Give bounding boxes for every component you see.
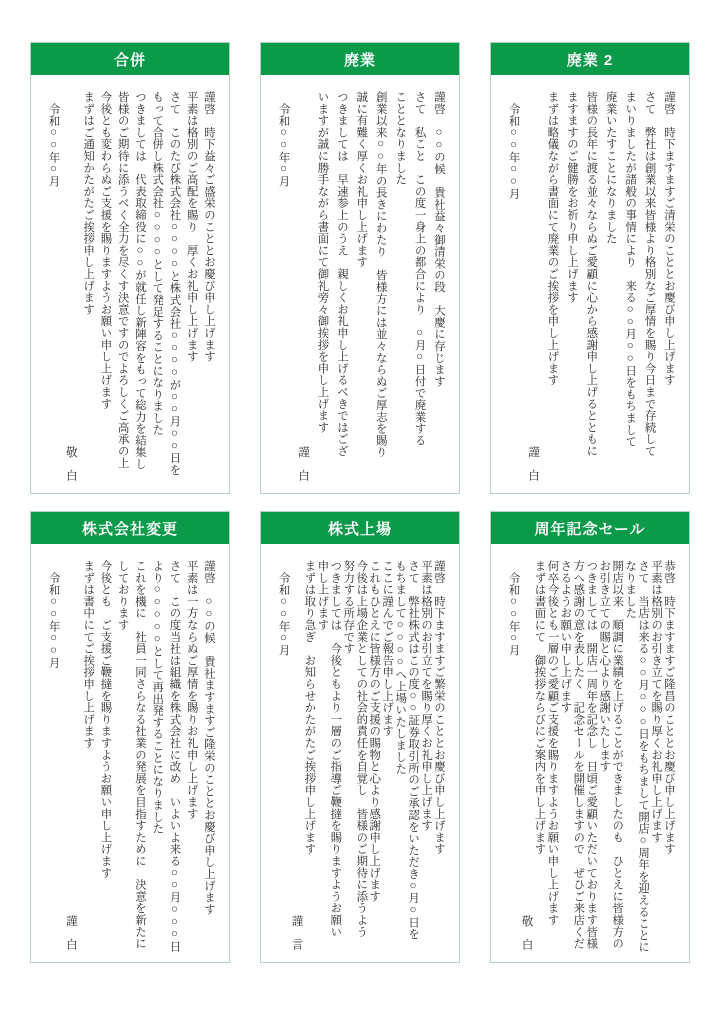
text-column: ここに謹んでご報告申し上げます — [381, 560, 394, 737]
text-column: 創業以来○○年の長きにわたり 皆様方には並々ならぬご厚志を賜り — [374, 91, 387, 458]
template-card-anniversary-sale[interactable] — [490, 511, 690, 963]
card-body-vertical-text — [261, 544, 459, 962]
text-column: こととなりました — [394, 91, 407, 186]
text-column: さて この度当社は組織を株式会社に改め いよいよ来る○○月○○○日 — [168, 560, 181, 953]
card-title-bar — [491, 512, 689, 544]
text-column: まずはご通知かたがたご挨拶申し上げます — [82, 91, 95, 316]
template-card-closure[interactable] — [260, 42, 460, 494]
date-line: 令和○○年○○月 — [507, 103, 520, 200]
text-column: さて 弊社株式はこの度○○証券取引所のご承認をいただき○月○日を — [407, 560, 420, 940]
date-line: 令和○○年○月 — [507, 572, 520, 657]
closing-salutation: 謹 白 — [297, 445, 310, 481]
text-column: 謹啓 時下益々ご盛栄のこととお慶び申し上げます — [203, 91, 215, 363]
closing-salutation: 敬 白 — [520, 914, 533, 950]
text-column: 謹啓 時下ますますご清栄のこととお慶び申し上げます — [663, 91, 675, 386]
card-body-vertical-text — [491, 75, 689, 493]
text-column: いますが誠に勝手ながら書面にて御礼旁々御挨拶を申し上げます — [316, 91, 329, 434]
text-column: つきましては 開店一周年を記念し 日頃ご愛顧いただいております皆様 — [585, 560, 598, 950]
text-column: 皆様のご期待に添うべく全力を尽くす決意ですのでよろしくご高承の上 — [116, 91, 129, 469]
date-line: 令和○○年○○月 — [47, 572, 60, 669]
text-column: ますますのご健勝をお祈り申し上げます — [565, 91, 578, 304]
text-column: 平素は格別のお引立てを賜り厚くお礼申し上げます — [420, 560, 433, 832]
card-title: 廃業 — [343, 51, 376, 69]
card-body-vertical-text — [491, 544, 689, 962]
date-line: 令和○○年○月 — [47, 103, 60, 188]
card-title: 廃業 2 — [566, 51, 614, 69]
date-line: 令和○○年○月 — [277, 103, 290, 188]
closing-salutation: 敬 白 — [64, 445, 77, 481]
text-column: 謹啓 ○○の候 貴社ますますご隆栄のこととお慶び申し上げます — [203, 560, 215, 916]
text-column: 今後は上場企業としての社会的責任を自覚し 皆様のご期待に添うよう — [355, 560, 368, 938]
card-title-bar — [491, 43, 689, 75]
text-column: まいりましたが諸般の事情により 来る○○月○○日をもちまして — [624, 91, 637, 448]
text-column: もちまして○○○○へ上場いたしました — [394, 560, 407, 775]
closing-salutation: 謹 白 — [527, 445, 540, 481]
text-column: 平素は格別のご高配を賜り 厚くお礼申し上げます — [185, 91, 198, 363]
text-column: 方へ感謝の意を表したく 記念セールを開催しますので ぜひご来店くだ — [572, 560, 585, 950]
text-column: さて このたび株式会社○○○○と株式会社○○○○が○○月○○日を — [168, 91, 181, 476]
text-column: 平素は格別のお引き立てを賜り厚くお礼申し上げます — [650, 560, 663, 844]
text-column: 今後とも ご支援ご鞭撻を賜りますようお願い申し上げます — [99, 560, 112, 879]
text-column: お引き立ての賜と心より感謝いたします — [598, 560, 611, 773]
card-title: 合併 — [113, 51, 146, 69]
card-body-vertical-text — [261, 75, 459, 493]
text-column: 今後とも変わらぬご支援を賜りますようお願い申し上げます — [99, 91, 112, 410]
text-column: 謹啓 ○○の候 貴社益々御清栄の段 大慶に存じます — [433, 91, 445, 388]
text-column: さるようお願い申し上げます — [559, 560, 572, 714]
template-card-merger[interactable] — [30, 42, 230, 494]
text-column: つきましては 代表取締役に○○が就任し新陣容をもって総力を結集し — [133, 91, 146, 470]
text-column: つきましては 今後ともより一層のご指導ご鞭撻を賜りますようお願い — [329, 560, 342, 938]
text-column: まずは書中にてご挨拶申し上げます — [82, 560, 95, 749]
card-title-bar — [261, 512, 459, 544]
text-column: 誠に有難く厚くお礼申し上げます — [355, 91, 368, 268]
card-title: 周年記念セール — [534, 520, 646, 538]
closing-salutation: 謹 言 — [290, 914, 303, 950]
closing-salutation: 謹 白 — [64, 914, 77, 950]
text-column: 廃業いたすことになりました — [604, 91, 617, 245]
template-card-closure-2[interactable] — [490, 42, 690, 494]
card-body-vertical-text — [31, 544, 229, 962]
text-column: まずは略儀ながら書面にて廃業のご挨拶を申し上げます — [546, 91, 559, 386]
text-column: さて 弊社は創業以来皆様より格別なご厚情を賜り今日まで存続して — [643, 91, 656, 457]
text-column: つきましては 早速参上のうえ 親しくお礼申し上げるべきではござ — [335, 91, 348, 457]
text-column: まずは取り急ぎ お知らせかたがたご挨拶申し上げます — [303, 560, 316, 855]
text-column: さて 当店は来る○○月○○○日をもちまして開店○周年を迎えることに — [637, 560, 650, 953]
card-title-bar — [31, 43, 229, 75]
text-column: 恭啓 時下ますますご隆昌のこととお慶び申し上げます — [663, 560, 675, 855]
text-column: 開店以来 順調に業績を上げることができましたのも ひとえに皆様方の — [611, 560, 624, 950]
text-column: 平素は一方ならぬご厚情を賜りお礼申し上げます — [185, 560, 198, 820]
card-body-vertical-text — [31, 75, 229, 493]
text-column: なりました — [624, 560, 637, 619]
text-column: さて 私こと この度一身上の都合により ○月○日付で廃業する — [413, 91, 426, 447]
text-column: まずは書面にて 御挨拶ならびにご案内を申し上げます — [533, 560, 546, 855]
text-column: これを機に 社員一同さらなる社業の発展を目指すために 決意を新たに — [133, 560, 146, 950]
text-column: しております — [116, 560, 129, 631]
card-title-bar — [261, 43, 459, 75]
text-column: もって合併し株式会社○○○○として発足することになりました — [151, 91, 164, 436]
card-title: 株式上場 — [327, 520, 392, 538]
card-title-bar — [31, 512, 229, 544]
text-column: 申し上げます — [316, 560, 329, 631]
date-line: 令和○○年○月 — [277, 572, 290, 657]
text-column: 何卒今後とも一層のご愛顧ご支援を賜りますようお願い申し上げます — [546, 560, 559, 926]
template-card-incorporation-change[interactable] — [30, 511, 230, 963]
text-column: 謹啓 時下ますますご繁栄のこととお慶び申し上げます — [433, 560, 445, 855]
template-card-stock-listing[interactable] — [260, 511, 460, 963]
text-column: 皆様の長年に渡る並々ならぬご愛顧に心から感謝申し上げるとともに — [585, 91, 598, 457]
text-column: これもひとえに皆様方のご支援の賜物と心より感謝申し上げます — [368, 560, 381, 903]
text-column: 努力する所存です — [342, 560, 355, 655]
card-title: 株式会社変更 — [81, 520, 178, 538]
text-column: より○○○○○として再出発することになりました — [151, 560, 164, 835]
